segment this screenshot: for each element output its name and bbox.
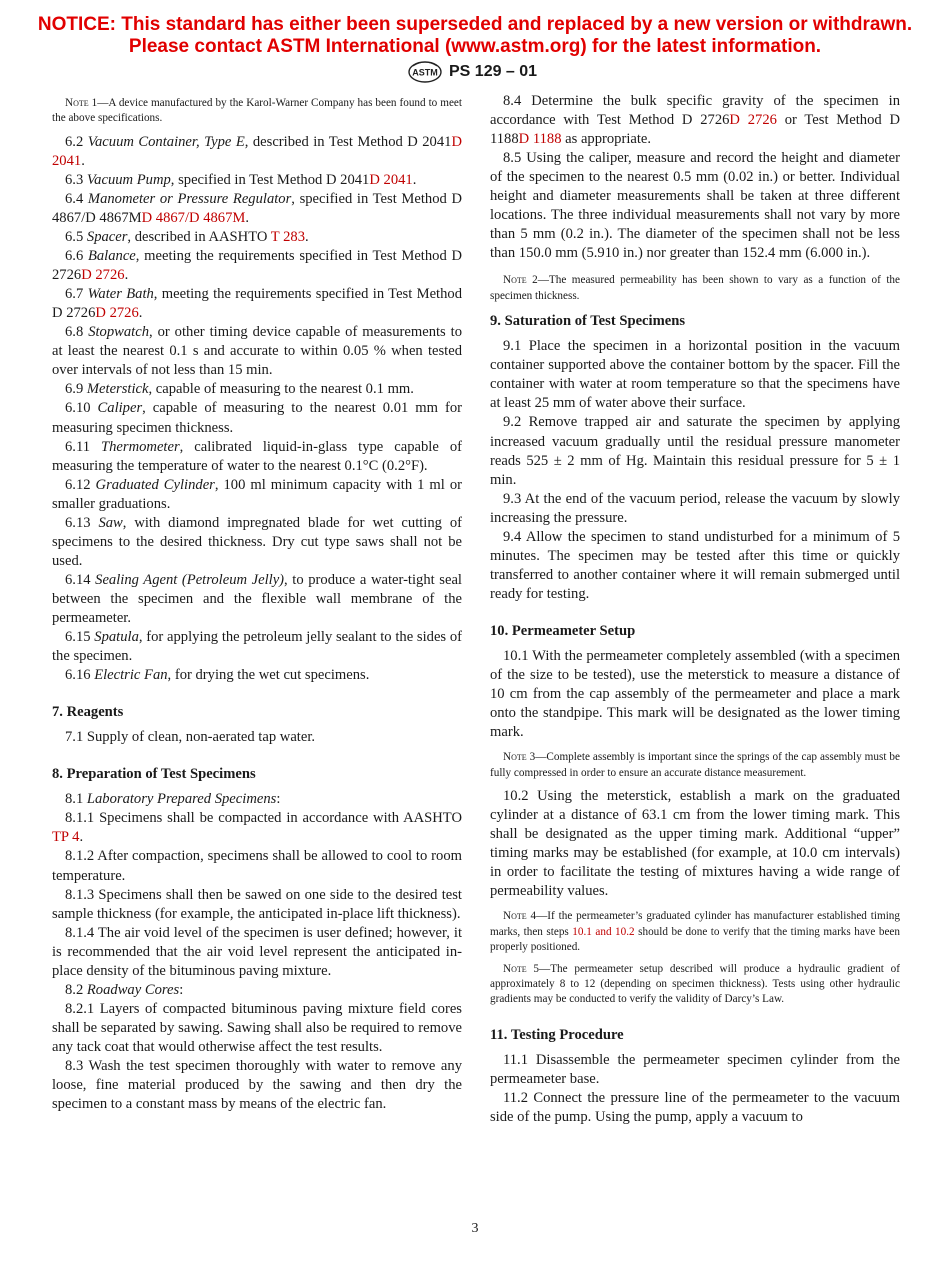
para-11-1: 11.1 Disassemble the permeameter specimen cylinder from the permeameter base. — [490, 1051, 900, 1087]
note-3 — [490, 750, 900, 781]
para-8-1: 8.1 Laboratory Prepared Specimens: — [65, 791, 281, 808]
ref-d1188[interactable]: D 1188 — [518, 131, 562, 148]
withdrawal-notice — [0, 14, 950, 58]
note-label: Note 1 — [65, 97, 98, 109]
para-8-2-1: 8.2.1 Layers of compacted bituminous paving mixture field cores shall be separated by sawing. Sawing shall also be required to remove any tack coat that would otherwise affect the test results. — [52, 1000, 462, 1055]
para-8-4: 8.4 Determine the bulk specific gravity of the specimen in accordance with Test Method D 2726D 2726 or Test Method D 1188D 1188 as appropriate. — [490, 93, 900, 148]
note-1 — [52, 96, 462, 127]
ref-d2726[interactable]: D 2726 — [95, 305, 139, 322]
para-6-2: 6.2 Vacuum Container, Type E, described in Test Method D 2041D 2041. — [52, 133, 462, 169]
section-9-heading: 9. Saturation of Test Specimens — [490, 313, 686, 330]
para-9-2: 9.2 Remove trapped air and saturate the specimen by applying increased vacuum gradually until the residual pressure manometer reads 525 ± 2 mm of Hg. Maintain this residual pressure for 5 ± 1 min. — [490, 414, 900, 488]
ref-steps-10-1-10-2[interactable]: 10.1 and 10.2 — [572, 925, 635, 938]
para-11-2: 11.2 Connect the pressure line of the permeameter to the vacuum side of the pump. Using the pump, apply a vacuum to — [490, 1089, 900, 1125]
para-6-6: 6.6 Balance, meeting the requirements specified in Test Method D 2726D 2726. — [52, 248, 463, 284]
section-11-heading: 11. Testing Procedure — [490, 1026, 624, 1043]
right-column — [490, 92, 900, 1127]
section-7-heading: 7. Reagents — [52, 704, 124, 721]
note-label: Note 3 — [503, 751, 536, 764]
para-9-1: 9.1 Place the specimen in a horizontal position in the vacuum container supported above the container bottom by the spacer. Fill the container with water at room temperature so that the specimens have at least 25 mm of water above their surface. — [490, 338, 900, 412]
para-6-12: 6.12 Graduated Cylinder, 100 ml minimum capacity with 1 ml or smaller graduations. — [52, 476, 462, 512]
para-8-5: 8.5 Using the caliper, measure and record the height and diameter of the specimen to the nearest 0.5 mm (0.02 in.) or better. Individual height and diameter measurements shall be taken at three different locations. The three individual measurements shall not vary by more than 5 mm (0.2 in.). The diameter of the specimen shall not be less than 150.0 mm (5.910 in.) nor greater than 152.4 mm (6.000 in.). — [490, 150, 900, 262]
para-8-1-2: 8.1.2 After compaction, specimens shall be allowed to cool to room temperature. — [52, 848, 462, 884]
section-8-heading: 8. Preparation of Test Specimens — [52, 766, 256, 783]
notice-line-2: Please contact ASTM International (www.astm.org) for the latest information. — [128, 36, 822, 57]
para-6-8: 6.8 Stopwatch, or other timing device capable of measurements to at least the nearest 0.1 s and accurate to within 0.05 % when tested over intervals of not less than 15 min. — [52, 324, 463, 379]
para-6-14: 6.14 Sealing Agent (Petroleum Jelly), to produce a water-tight seal between the specimen and the flexible wall membrane of the permeameter. — [52, 571, 462, 626]
para-8-1-1: 8.1.1 Specimens shall be compacted in accordance with AASHTO TP 4. — [52, 810, 462, 846]
para-6-16: 6.16 Electric Fan, for drying the wet cut specimens. — [65, 667, 370, 684]
para-8-2: 8.2 Roadway Cores: — [65, 981, 184, 998]
document-header — [407, 60, 537, 84]
ref-d2726[interactable]: D 2726 — [729, 112, 777, 129]
notice-line-1: NOTICE: This standard has either been superseded and replaced by a new version or withdrawn. — [37, 14, 913, 35]
note-text: —The permeameter setup described will produce a hydraulic gradient of approximately 8 to 12 (depending on specimen thickness). Tests using other hydraulic gradients may be conducted to verify the validity of Darcy’s Law. — [490, 962, 900, 1006]
note-text: —A device manufactured by the Karol-Warner Company has been found to meet the above specifications. — [52, 97, 462, 125]
note-2 — [490, 273, 900, 304]
section-10-heading: 10. Permeameter Setup — [490, 622, 636, 639]
ref-tp4[interactable]: TP 4 — [52, 829, 80, 846]
ref-d4867[interactable]: D 4867/D 4867M — [141, 210, 246, 226]
note-4: Note 4—If the permeameter’s graduated cylinder has manufacturer established timing marks, then steps 10.1 and 10.2 should be done to verify that the timing marks have been properly positioned. — [490, 910, 900, 954]
para-6-7: 6.7 Water Bath, meeting the requirements specified in Test Method D 2726D 2726. — [52, 286, 462, 322]
para-10-1: 10.1 With the permeameter completely assembled (with a specimen of the size to be tested), use the meterstick to measure a distance of 10 cm from the cap assembly of the permeameter and place a mark onto the standpipe. This mark will be designated as the lower timing mark. — [490, 647, 900, 741]
para-8-1-3: 8.1.3 Specimens shall then be sawed on one side to the desired test sample thickness (for example, the anticipated in-place lift thickness). — [52, 886, 462, 922]
left-column — [52, 92, 462, 1114]
para-6-5: 6.5 Spacer, described in AASHTO T 283. — [65, 229, 309, 246]
note-label: Note 5 — [503, 962, 539, 975]
para-6-13: 6.13 Saw, with diamond impregnated blade for wet cutting of specimens to the desired thickness. Dry cut type saws shall not be used. — [52, 514, 463, 569]
note-text: —Complete assembly is important since the springs of the cap assembly must be fully compressed in order to ensure an accurate distance measurement. — [490, 751, 900, 779]
note-label: Note 4 — [503, 910, 537, 923]
ref-d2041[interactable]: D 2041 — [369, 171, 413, 188]
note-text: —The measured permeability has been shown to vary as a function of the specimen thickness. — [490, 274, 900, 302]
note-label: Note 2 — [503, 274, 538, 287]
para-10-2: 10.2 Using the meterstick, establish a mark on the graduated cylinder at a distance of 63.1 cm from the lower timing mark. This shall be designated as the upper timing mark. Additional “upper” timing marks may be established (for example, at 10.0 cm intervals) in order to facilitate the testing of mixtures having a wide range of permeability values. — [490, 788, 900, 900]
para-7-1: 7.1 Supply of clean, non-aerated tap water. — [65, 729, 316, 746]
astm-logo-text: ASTM — [412, 67, 438, 78]
para-9-4: 9.4 Allow the specimen to stand undisturbed for a minimum of 5 minutes. The specimen may be tested after this time or quickly transferred to another container where it will remain submerged until ready for testing. — [490, 528, 900, 602]
para-6-11: 6.11 Thermometer, calibrated liquid-in-glass type capable of measuring the temperature of water to the nearest 0.1°C (0.2°F). — [52, 438, 462, 474]
para-6-3: 6.3 Vacuum Pump, specified in Test Method D 2041D 2041. — [65, 171, 417, 188]
astm-logo-icon — [407, 60, 443, 84]
para-6-9: 6.9 Meterstick, capable of measuring to the nearest 0.1 mm. — [65, 381, 414, 398]
para-8-3: 8.3 Wash the test specimen thoroughly with water to remove any loose, fine material produced by the sawing and then dry the specimen to a constant mass by means of the electric fan. — [52, 1057, 462, 1113]
para-9-3: 9.3 At the end of the vacuum period, release the vacuum by slowly increasing the pressure. — [490, 490, 900, 526]
ref-d2041[interactable]: D 2041 — [52, 133, 462, 169]
para-6-15: 6.15 Spatula, for applying the petroleum jelly sealant to the sides of the specimen. — [52, 629, 462, 665]
para-6-4: 6.4 Manometer or Pressure Regulator, specified in Test Method D 4867/D 4867MD 4867/D 4867M. — [52, 190, 462, 226]
para-6-10: 6.10 Caliper, capable of measuring to the nearest 0.01 mm for measuring specimen thickness. — [52, 400, 462, 436]
page-number: 3 — [471, 1221, 479, 1236]
note-5 — [490, 962, 900, 1008]
para-8-1-4: 8.1.4 The air void level of the specimen is user defined; however, it is recommended that the air void level represent the anticipated in-place density of the bituminous paving mixture. — [52, 924, 462, 979]
standard-designation: PS 129 – 01 — [449, 63, 538, 80]
ref-d2726[interactable]: D 2726 — [81, 267, 125, 284]
ref-t283[interactable]: T 283 — [270, 229, 305, 246]
